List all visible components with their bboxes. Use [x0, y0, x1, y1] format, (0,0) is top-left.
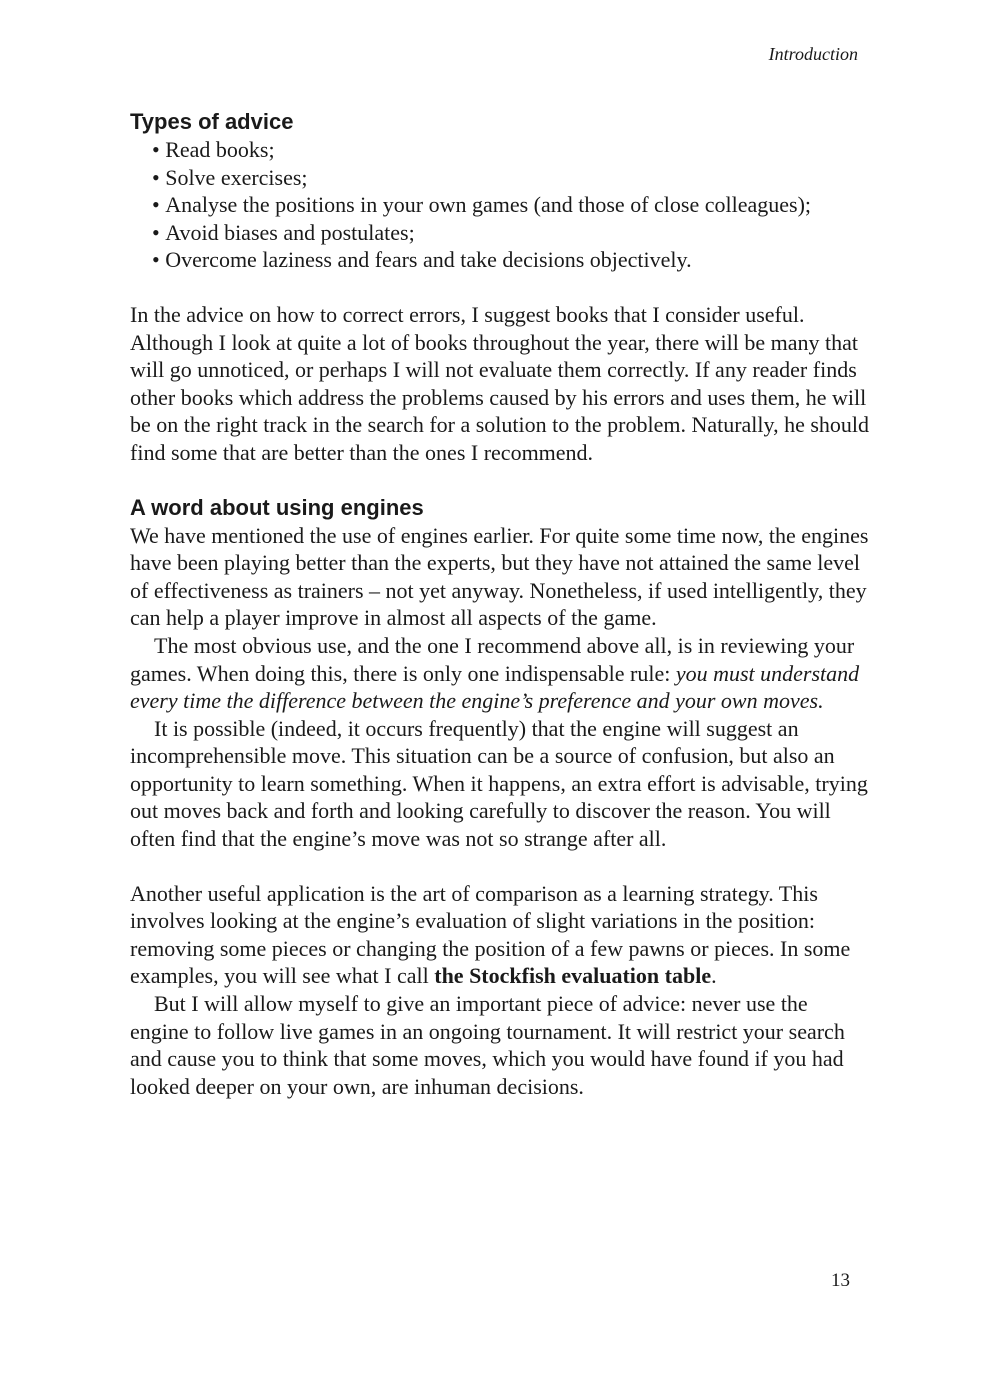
- paragraph-text: Another useful application is the art of comparison as a learning strategy. This involves looking at the engine’s evaluation of slight variations in the position: removing some pieces or changing the position of a few pawns or pieces. In some examples, you will see what I call: [130, 880, 851, 989]
- advice-list: [130, 136, 870, 274]
- spacer: [130, 853, 870, 880]
- paragraph-live-games: But I will allow myself to give an important piece of advice: never use the engine to follow live games in an ongoing tournament. It will restrict your search and cause you to think that some moves, which you would have found if you had looked deeper on your own, are inhuman decisions.: [130, 991, 845, 1099]
- list-item: • Read books;: [152, 136, 870, 164]
- paragraph-comparison: [130, 880, 870, 990]
- bold-term: the Stockfish evaluation table: [434, 963, 712, 989]
- paragraph-text: The most obvious use, and the one I recommend above all, is in reviewing your games. When doing this, there is only one indispensable rule:: [130, 632, 855, 686]
- paragraph-reviewing: [130, 632, 870, 715]
- paragraph-engines-intro: We have mentioned the use of engines earlier. For quite some time now, the engines have been playing better than the experts, but they have not attained the same level of effectiveness as trainers – not yet anyway. Nonetheless, if used intelligently, they can help a player improve in almost all aspects of the game.: [130, 522, 869, 631]
- paragraph-books: In the advice on how to correct errors, I suggest books that I consider useful. Although I look at quite a lot of books throughout the year, there will be many that will go unnoticed, or perhaps I will not evaluate them correctly. If any reader finds other books which address the problems caused by his errors and uses them, he will be on the right track in the search for a solution to the problem. Naturally, he should find some that are better than the ones I recommend.: [130, 301, 870, 465]
- spacer: [130, 274, 870, 301]
- paragraph-text: .: [711, 963, 717, 989]
- list-item: • Analyse the positions in your own games (and those of close colleagues);: [152, 191, 870, 219]
- page-number: 13: [831, 1270, 850, 1291]
- list-item: • Overcome laziness and fears and take decisions objectively.: [152, 246, 870, 274]
- heading-types-of-advice: Types of advice: [130, 109, 294, 134]
- list-item: • Avoid biases and postulates;: [152, 219, 870, 247]
- spacer: [130, 467, 870, 494]
- heading-engines: A word about using engines: [130, 494, 424, 520]
- running-head: Introduction: [768, 44, 858, 64]
- paragraph-incomprehensible-move: It is possible (indeed, it occurs frequently) that the engine will suggest an incomprehensible move. This situation can be a source of confusion, but also an opportunity to learn something. When it happens, an extra effort is advisable, trying out moves back and forth and looking carefully to discover the reason. You will often find that the engine’s move was not so strange after all.: [130, 715, 868, 852]
- page-content: [130, 108, 870, 1100]
- list-item: • Solve exercises;: [152, 164, 870, 192]
- emphasis-rule: you must understand every time the difference between the engine’s preference and your own moves.: [130, 660, 860, 714]
